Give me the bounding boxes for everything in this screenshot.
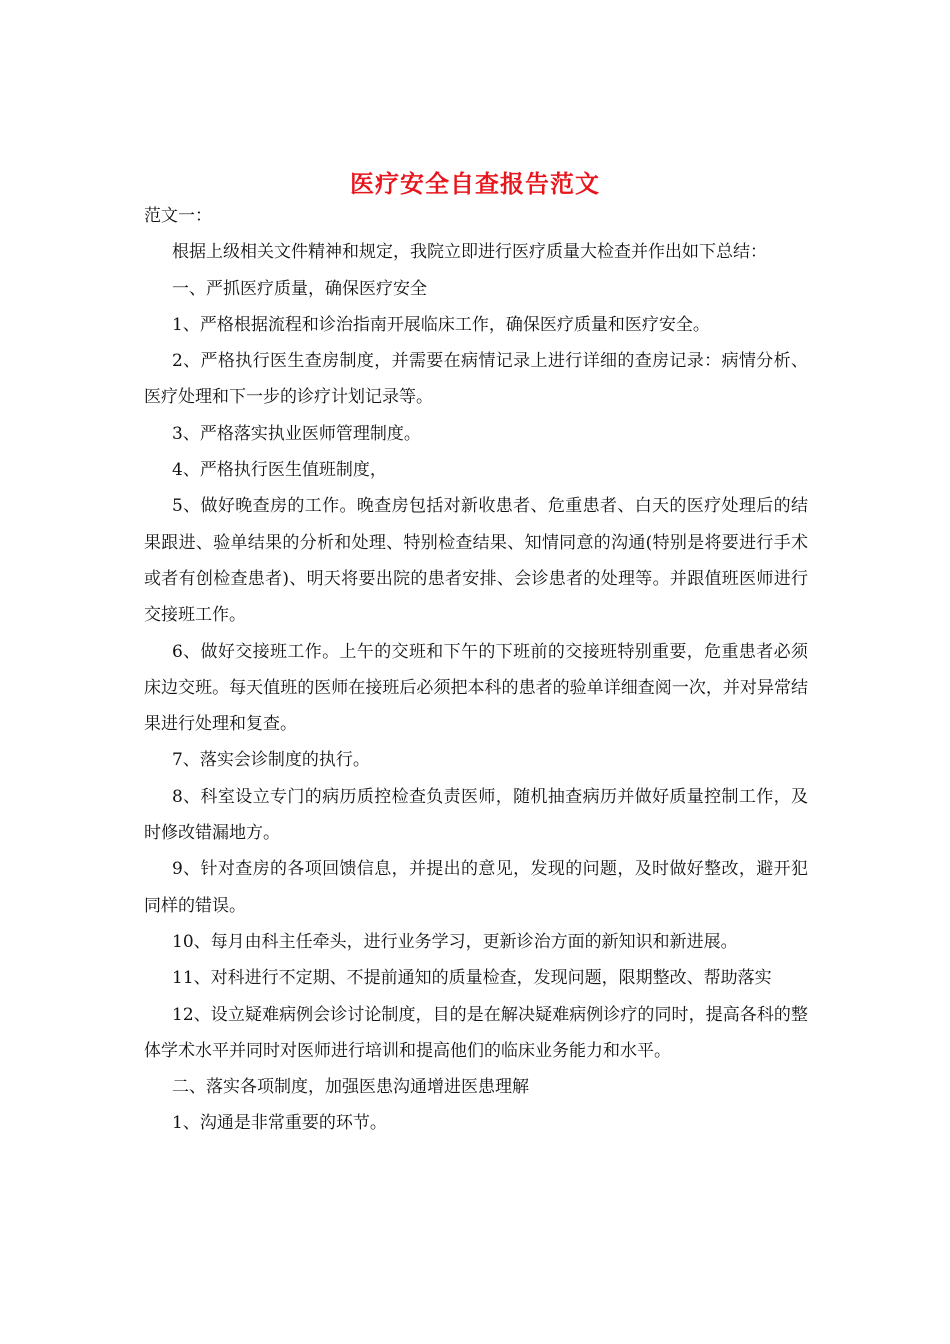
list-item-1-3: 3、严格落实执业医师管理制度。	[172, 423, 421, 444]
list-item-1-6: 6、做好交接班工作。上午的交班和下午的下班前的交接班特别重要，危重患者必须床边交班。每天值班的医师在接班后必须把本科的患者的验单详细查阅一次，并对异常结果进行处理和复查。	[144, 641, 808, 735]
section-heading-2: 二、落实各项制度，加强医患沟通增进医患理解	[172, 1077, 529, 1098]
list-item-1-10: 10、每月由科主任牵头，进行业务学习，更新诊治方面的新知识和新进展。	[172, 931, 738, 952]
paragraph-intro-label: 范文一：	[144, 206, 212, 226]
list-item-1-7: 7、落实会诊制度的执行。	[172, 750, 370, 771]
paragraph-summary-intro: 根据上级相关文件精神和规定，我院立即进行医疗质量大检查并作出如下总结：	[172, 242, 767, 263]
section-heading-1: 一、严抓医疗质量，确保医疗安全	[172, 278, 427, 299]
list-item-1-11: 11、对科进行不定期、不提前通知的质量检查，发现问题，限期整改、帮助落实	[172, 968, 772, 989]
document-body	[144, 198, 808, 1142]
list-item-1-9: 9、针对查房的各项回馈信息，并提出的意见，发现的问题，及时做好整改，避开犯同样的错误。	[144, 859, 808, 916]
document-title: 医疗安全自查报告范文	[350, 169, 600, 199]
list-item-1-5: 5、做好晚查房的工作。晚查房包括对新收患者、危重患者、白天的医疗处理后的结果跟进、验单结果的分析和处理、特别检查结果、知情同意的沟通(特别是将要进行手术或者有创检查患者)、明天将要出院的患者安排、会诊患者的处理等。并跟值班医师进行交接班工作。	[144, 496, 808, 626]
list-item-1-8: 8、科室设立专门的病历质控检查负责医师，随机抽查病历并做好质量控制工作，及时修改错漏地方。	[144, 786, 808, 844]
list-item-1-12: 12、设立疑难病例会诊讨论制度，目的是在解决疑难病例诊疗的同时，提高各科的整体学术水平并同时对医师进行培训和提高他们的临床业务能力和水平。	[144, 1004, 808, 1061]
list-item-2-1: 1、沟通是非常重要的环节。	[172, 1113, 387, 1134]
list-item-1-2: 2、严格执行医生查房制度，并需要在病情记录上进行详细的查房记录：病情分析、医疗处理和下一步的诊疗计划记录等。	[144, 351, 808, 408]
list-item-1-1: 1、严格根据流程和诊治指南开展临床工作，确保医疗质量和医疗安全。	[172, 314, 710, 335]
list-item-1-4: 4、严格执行医生值班制度，	[172, 460, 387, 481]
